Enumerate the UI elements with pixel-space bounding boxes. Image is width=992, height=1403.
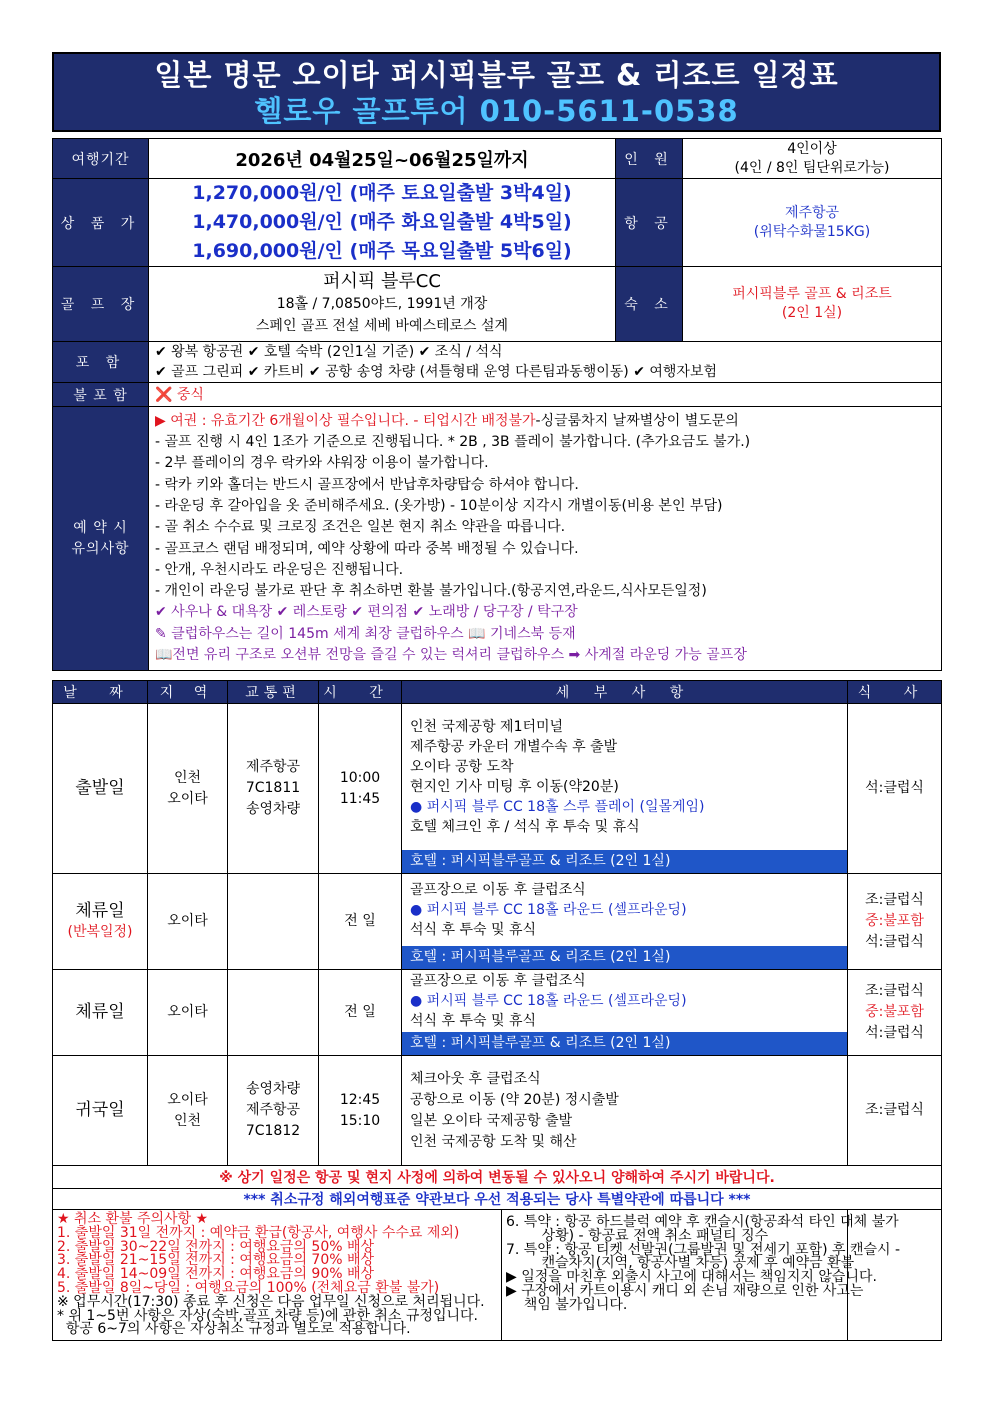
rule-line: 항공 6~7의 사항은 자상취소 규정과 별도로 적용합니다. [57, 1321, 411, 1338]
itinerary-page [52, 52, 941, 1341]
rule-line: ※ 업무시간(17:30) 종료 후 신청은 다음 업무일 신청으로 처리됩니다. [57, 1293, 485, 1310]
price-line: 1,470,000원/인 (매주 화요일출발 4박5일) [192, 211, 572, 233]
meal-line: 중:불포함 [865, 913, 924, 929]
include-line: ✔ 골프 그린피 ✔ 카트비 ✔ 공항 송영 차량 (셔틀형태 운영 다른팀과동행이동) ✔ 여행자보험 [155, 364, 717, 380]
day-date [53, 874, 148, 970]
meal-line: 조:클럽식 [865, 1102, 924, 1118]
airline-value [683, 179, 942, 267]
price-line: 1,270,000원/인 (매주 토요일출발 3박4일) [192, 182, 572, 204]
note-line [155, 624, 941, 645]
hotel-value [683, 267, 942, 342]
day-region-line: 오이타 [167, 790, 208, 807]
detail-line: 일본 오이타 국제공항 출발 [410, 1112, 573, 1129]
exclude-value: ❌ 중식 [149, 383, 942, 407]
rule-line: ▶ 구장에서 카트이용시 캐디 외 손님 재량으로 인한 사고는 [506, 1282, 864, 1299]
day-time-line: 전 일 [344, 1004, 376, 1020]
rule-line: 상황) - 항공료 전액 취소 패널티 징수 [506, 1227, 769, 1244]
day-region [148, 874, 228, 970]
cancellation-policy-note: *** 취소규정 해외여행표준 약관보다 우선 적용되는 당사 특별약관에 따릅니다 *** [53, 1189, 942, 1210]
meal-line: 석:클럽식 [865, 934, 924, 950]
rule-line: 5. 출발일 8일~당일 : 여행요금의 100% (전체요금 환불 불가) [57, 1279, 440, 1296]
header-region: 지 역 [148, 681, 228, 704]
detail-line: 골프장으로 이동 후 클럽조식 [410, 882, 586, 898]
note-line [155, 496, 941, 517]
day-region-line: 인천 [173, 769, 202, 786]
airline-label: 항 공 [616, 179, 683, 267]
day-region [148, 970, 228, 1056]
day-transport-line: 제주항공 [245, 1102, 301, 1118]
day-time [319, 874, 402, 970]
day-transport-line: 제주항공 [245, 759, 301, 775]
detail-line: 공항으로 이동 (약 20분) 정시출발 [410, 1091, 619, 1108]
meal-line: 석:클럽식 [865, 1025, 924, 1041]
day-label: 체류일 [75, 900, 125, 921]
day-meals [848, 970, 942, 1056]
note-text: - 골프코스 랜덤 배정되며, 예약 상황에 따라 중복 배정될 수 있습니다. [155, 540, 579, 557]
room-type: (2인 1실) [781, 305, 843, 321]
rule-line: 7. 특약 : 항공 티켓 선발권(그룹발권 및 전세기 포함) 후 캔슬시 - [506, 1241, 901, 1258]
people-label: 인 원 [616, 139, 683, 179]
day-transport-line: 7C1812 [245, 1123, 301, 1139]
people-team: (4인 / 8인 팀단위로가능) [734, 159, 890, 176]
detail-line: 제주항공 카운터 개별수속 후 출발 [410, 739, 618, 755]
detail-line: 체크아웃 후 클럽조식 [410, 1070, 541, 1087]
schedule-table [52, 680, 942, 1341]
schedule-row [53, 1056, 942, 1166]
day-label: 출발일 [75, 778, 125, 798]
golf-label: 골 프 장 [53, 267, 149, 342]
period-value: 2026년 04월25일~06월25일까지 [149, 139, 616, 179]
header-details: 세 부 사 항 [402, 681, 848, 704]
note-text: - 2부 플레이의 경우 락카와 샤워장 이용이 불가합니다. [155, 455, 489, 472]
day-transport-line: 송영차량 [245, 1081, 301, 1097]
detail-line: 호텔 체크인 후 / 석식 후 투숙 및 휴식 [410, 819, 640, 835]
rule-line: 캔슬차지(지역, 항공사별 차등) 공제 후 예약금 환불 [506, 1255, 855, 1272]
note-suffix: -싱글룸차지 날짜별상이 별도문의 [535, 412, 739, 429]
meal-line: 조:클럽식 [865, 983, 924, 999]
header-date: 날 짜 [53, 681, 148, 704]
day-transport [228, 1056, 319, 1166]
day-region-line: 인천 [173, 1112, 202, 1129]
include-line: ✔ 왕복 항공권 ✔ 호텔 숙박 (2인1실 기준) ✔ 조식 / 석식 [155, 344, 503, 360]
notes-label-line: 유의사항 [71, 540, 130, 557]
schedule-header-row [53, 681, 942, 704]
day-time [319, 970, 402, 1056]
day-details [402, 970, 848, 1056]
hotel-bar: 호텔 : 퍼시픽블루골프 & 리조트 (2인 1실) [402, 946, 847, 969]
note-line [155, 453, 941, 474]
day-time [319, 704, 402, 874]
detail-line: 인천 국제공항 도착 및 해산 [410, 1133, 577, 1150]
price-list [149, 179, 616, 267]
detail-line: 석식 후 투숙 및 휴식 [410, 922, 536, 938]
note-text: - 락카 키와 홀더는 반드시 골프장에서 반납후차량탑승 하셔야 합니다. [155, 476, 579, 493]
day-transport [228, 704, 319, 874]
note-text: - 골 취소 수수료 및 크로징 조건은 일본 현지 취소 약관을 따릅니다. [155, 519, 566, 536]
people-min: 4인이상 [787, 140, 837, 157]
day-region-line: 오이타 [167, 913, 208, 929]
schedule-row [53, 874, 942, 970]
note-text: - 개인이 라운딩 불가로 판단 후 취소하면 환불 불가입니다.(항공지연,라운드,식사모든일정) [155, 583, 707, 600]
day-time-line: 10:00 [339, 769, 381, 786]
tour-info-table [52, 138, 942, 671]
day-region [148, 1056, 228, 1166]
day-transport [228, 970, 319, 1056]
day-label: 체류일 [75, 1002, 125, 1022]
price-line: 1,690,000원/인 (매주 목요일출발 5박6일) [192, 240, 572, 262]
detail-line: 골프장으로 이동 후 클럽조식 [410, 973, 586, 989]
detail-line: ● 퍼시픽 블루 CC 18홀 라운드 (셀프라운딩) [410, 902, 687, 918]
day-date [53, 970, 148, 1056]
day-time [319, 1056, 402, 1166]
schedule-row [53, 970, 942, 1056]
day-meals [848, 704, 942, 874]
period-label: 여행기간 [53, 139, 149, 179]
price-label: 상 품 가 [53, 179, 149, 267]
rule-line: * 위 1~5번 사항은 자상(숙박,골프,차량 등)에 관한 취소 규정입니다. [57, 1307, 478, 1324]
page-title: 일본 명문 오이타 퍼시픽블루 골프 & 리조트 일정표 [154, 58, 839, 92]
rule-line: 6. 특약 : 항공 하드블럭 예약 후 캔슬시(항공좌석 타인 대체 불가 [506, 1214, 899, 1230]
day-details [402, 1056, 848, 1166]
include-label: 포 함 [53, 342, 149, 383]
note-text: - 골프 진행 시 4인 1조가 기준으로 진행됩니다. * 2B , 3B 플레이 불가합니다. (추가요금도 불가.) [155, 434, 751, 451]
day-region-line: 오이타 [167, 1004, 208, 1020]
detail-line: ● 퍼시픽 블루 CC 18홀 스루 플레이 (일몰게임) [410, 799, 705, 815]
day-label: 귀국일 [75, 1100, 125, 1120]
note-text: ▶ 여권 : 유효기간 6개월이상 필수입니다. - 티업시간 배정불가 [155, 412, 536, 429]
note-line [155, 475, 941, 496]
detail-line: 인천 국제공항 제1터미널 [410, 719, 564, 735]
note-line [155, 432, 941, 453]
day-time-line: 12:45 [339, 1091, 381, 1108]
note-text: - 안개, 우천시라도 라운딩은 진행됩니다. [155, 561, 404, 578]
day-time-line: 15:10 [339, 1112, 381, 1129]
meal-line: 중:불포함 [865, 1004, 924, 1020]
note-text: 📖전면 유리 구조로 오션뷰 전망을 즐길 수 있는 럭셔리 클럽하우스 ➡ 사계절 라운딩 가능 골프장 [155, 646, 747, 663]
exclude-label: 불 포 함 [53, 383, 149, 407]
hotel-bar: 호텔 : 퍼시픽블루골프 & 리조트 (2인 1실) [402, 1032, 847, 1055]
detail-line: ● 퍼시픽 블루 CC 18홀 라운드 (셀프라운딩) [410, 993, 687, 1009]
people-value [683, 139, 942, 179]
note-line [155, 411, 941, 432]
golf-value [149, 267, 616, 342]
rule-line: 2. 출발일 30~22일 전까지 : 여행요금의 50% 배상 [57, 1238, 375, 1255]
detail-line: 석식 후 투숙 및 휴식 [410, 1013, 536, 1029]
day-region-line: 오이타 [167, 1091, 208, 1108]
rule-line: 책임 불가입니다. [506, 1296, 628, 1313]
note-line [155, 517, 941, 538]
day-date [53, 1056, 148, 1166]
note-line [155, 645, 941, 666]
detail-line: 현지인 기사 미팅 후 이동(약20분) [410, 779, 619, 795]
detail-line: 오이타 공항 도착 [410, 759, 514, 775]
day-note: (반복일정) [67, 923, 133, 940]
schedule-change-notice: ※ 상기 일정은 항공 및 현지 사정에 의하여 변동될 수 있사오니 양해하여 주시기 바랍니다. [53, 1166, 942, 1189]
day-time-line: 11:45 [339, 790, 381, 807]
day-date [53, 704, 148, 874]
day-details [402, 874, 848, 970]
rule-line: 3. 출발일 21~15일 전까지 : 여행요금의 70% 배상 [57, 1252, 375, 1269]
meal-line: 석:클럽식 [865, 780, 924, 796]
baggage-allowance: (위탁수화물15KG) [753, 223, 871, 240]
golf-course-name: 퍼시픽 블루CC [323, 271, 441, 292]
cancellation-rules [53, 1210, 901, 1341]
note-line [155, 560, 941, 581]
rule-line: 1. 출발일 31일 전까지 : 예약금 환급(항공사, 여행사 수수료 제외) [57, 1224, 460, 1241]
day-details [402, 704, 848, 874]
notes-label [53, 407, 149, 671]
day-time-line: 전 일 [344, 913, 376, 929]
day-region [148, 704, 228, 874]
note-line [155, 581, 941, 602]
day-transport-line: 송영차량 [245, 801, 301, 817]
header-meals: 식 사 [848, 681, 942, 704]
refund-rules [53, 1210, 502, 1340]
golf-course-designer: 스페인 골프 전설 세베 바예스테로스 설계 [255, 318, 509, 334]
hotel-name: 퍼시픽블루 골프 & 리조트 [732, 286, 892, 302]
rule-line: ★ 취소 환불 주의사항 ★ [57, 1211, 209, 1227]
day-meals [848, 1056, 942, 1166]
hotel-bar: 호텔 : 퍼시픽블루골프 & 리조트 (2인 1실) [402, 850, 847, 873]
golf-course-specs: 18홀 / 7,0850야드, 1991년 개장 [276, 296, 488, 312]
include-value [149, 342, 942, 383]
booking-notes [149, 407, 942, 671]
header-transport: 교통편 [228, 681, 319, 704]
header-time: 시 간 [319, 681, 402, 704]
rule-line: 4. 출발일 14~09일 전까지 : 여행요금의 90% 배상 [57, 1266, 375, 1283]
note-line [155, 539, 941, 560]
note-text: ✎ 클럽하우스는 길이 145m 세계 최장 클럽하우스 📖 기네스북 등재 [155, 625, 576, 642]
airline-name: 제주항공 [784, 204, 840, 221]
note-line [155, 602, 941, 623]
schedule-row [53, 704, 942, 874]
title-banner [52, 52, 941, 132]
day-meals [848, 874, 942, 970]
meal-line: 조:클럽식 [865, 892, 924, 908]
note-text: - 라운딩 후 갈아입을 옷 준비해주세요. (옷가방) - 10분이상 지각시 개별이동(비용 본인 부담) [155, 497, 723, 514]
notes-label-line: 예 약 시 [73, 519, 128, 536]
rule-line: ▶ 일정을 마친후 외출시 사고에 대해서는 책임지지 않습니다. [506, 1269, 877, 1286]
note-text: ✔ 사우나 & 대욕장 ✔ 레스토랑 ✔ 편의점 ✔ 노래방 / 당구장 / 탁구장 [155, 604, 578, 621]
special-terms [502, 1210, 901, 1340]
contact-phone: 헬로우 골프투어 010-5611-0538 [254, 94, 739, 128]
hotel-label: 숙 소 [616, 267, 683, 342]
day-transport-line: 7C1811 [245, 780, 301, 796]
day-transport [228, 874, 319, 970]
